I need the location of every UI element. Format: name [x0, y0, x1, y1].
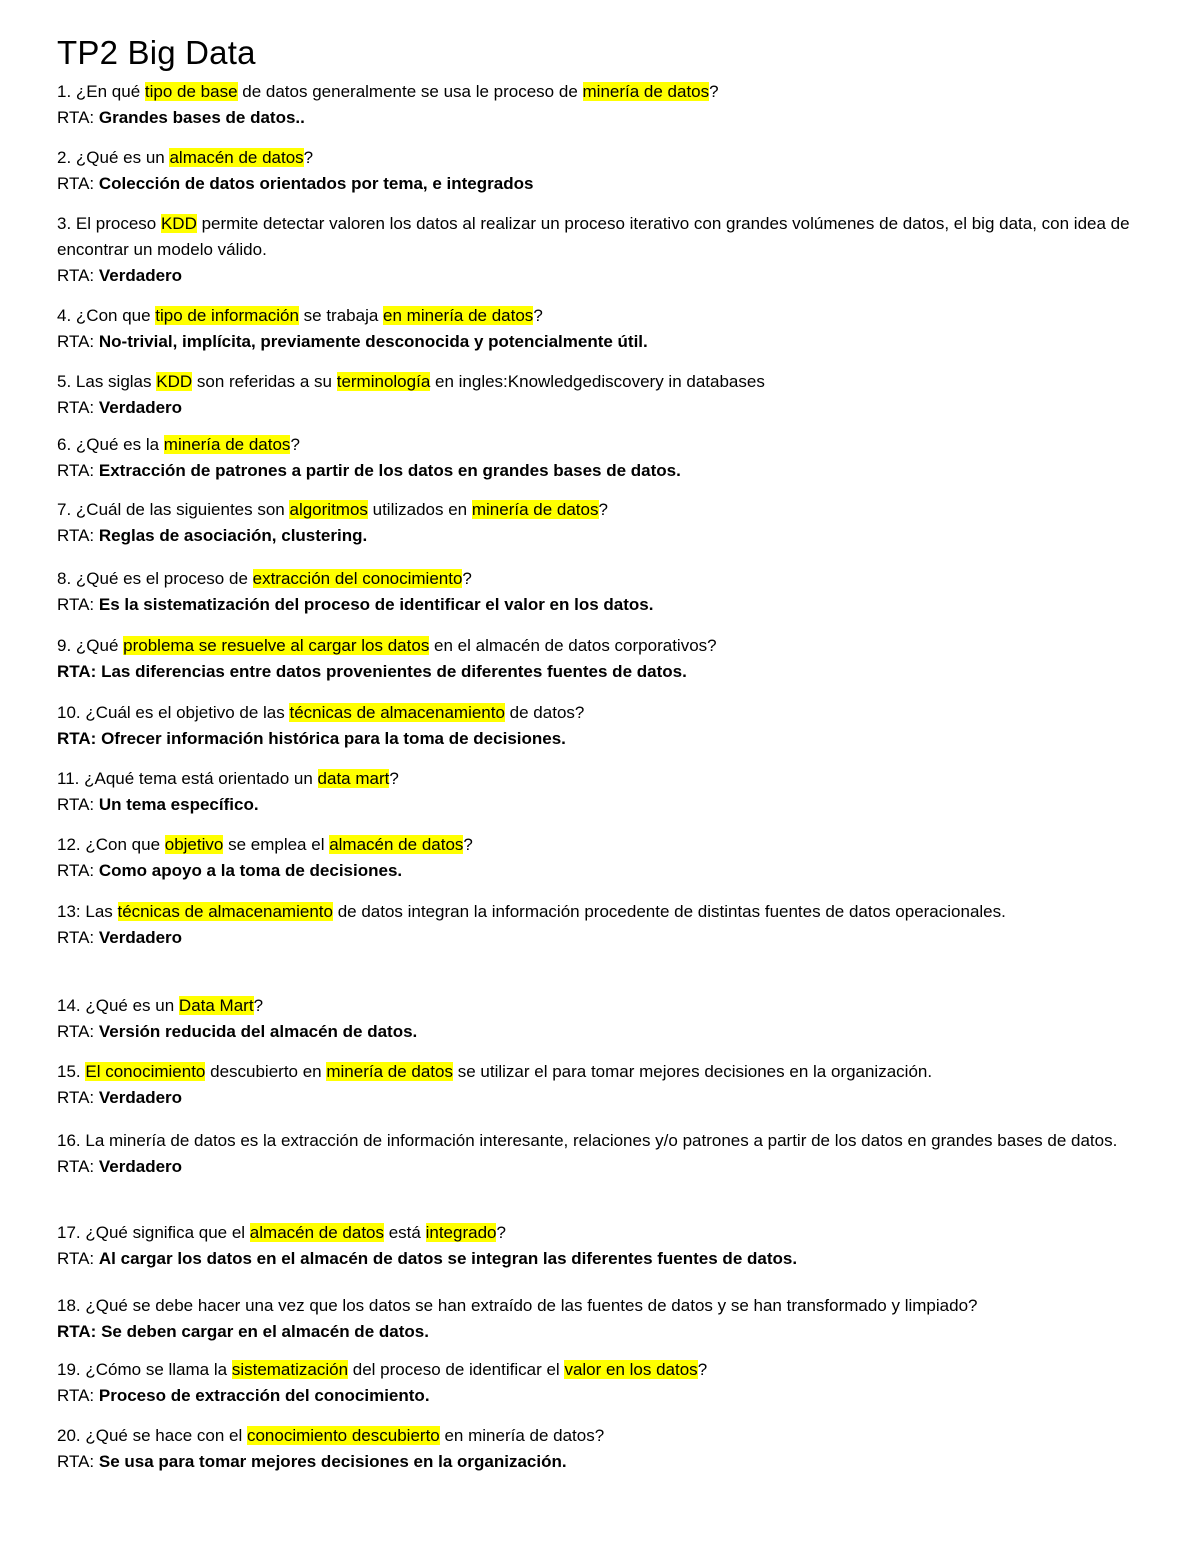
- question-number: 19.: [57, 1360, 81, 1379]
- question-text: ?: [253, 996, 264, 1015]
- question-number: 20.: [57, 1426, 81, 1445]
- page-title: TP2 Big Data: [57, 34, 256, 71]
- highlighted-term: tipo de información: [155, 306, 299, 325]
- answer-label: RTA:: [57, 174, 95, 193]
- answer-text: Extracción de patrones a partir de los datos en grandes bases de datos.: [98, 461, 681, 480]
- qa-item: [57, 369, 1147, 421]
- answer-label: RTA:: [57, 108, 95, 127]
- question-text: de datos integran la información procedente de distintas fuentes de datos operacionales.: [332, 902, 1006, 921]
- question-text: se trabaja: [298, 306, 384, 325]
- question-text: ¿Qué es un: [71, 148, 170, 167]
- answer-label: RTA:: [57, 861, 95, 880]
- answer-label: RTA:: [57, 526, 95, 545]
- answer-label: RTA:: [57, 729, 97, 748]
- highlighted-term: terminología: [336, 372, 431, 391]
- question-text: La minería de datos es la extracción de información interesante, relaciones y/o patrones a partir de los datos en grandes bases de datos.: [80, 1131, 1118, 1150]
- answer-text: Como apoyo a la toma de decisiones.: [98, 861, 403, 880]
- question-number: 1.: [57, 82, 72, 101]
- qa-item: [57, 211, 1147, 289]
- question-text: Las siglas: [71, 372, 157, 391]
- answer-text: Grandes bases de datos..: [98, 108, 305, 127]
- question: [57, 1293, 1147, 1319]
- answer-label: RTA:: [57, 266, 95, 285]
- qa-item: [57, 497, 1147, 549]
- question-number: 13:: [57, 902, 81, 921]
- highlighted-term: objetivo: [164, 835, 224, 854]
- highlighted-term: técnicas de almacenamiento: [289, 703, 505, 722]
- highlighted-term: integrado: [425, 1223, 497, 1242]
- question: [57, 1059, 1147, 1085]
- question: [57, 700, 1147, 726]
- answer-text: Versión reducida del almacén de datos.: [98, 1022, 418, 1041]
- question-text: en el almacén de datos corporativos?: [429, 636, 717, 655]
- qa-item: [57, 79, 1147, 131]
- answer-label: RTA:: [57, 1249, 95, 1268]
- question: [57, 432, 1147, 458]
- answer: [57, 329, 1147, 355]
- answer: [57, 659, 1147, 685]
- question-text: ¿Con que: [80, 835, 165, 854]
- answer-text: Un tema específico.: [98, 795, 259, 814]
- answer: [57, 792, 1147, 818]
- question-text: ¿Qué significa que el: [80, 1223, 250, 1242]
- qa-item: [57, 432, 1147, 484]
- answer: [57, 458, 1147, 484]
- qa-item: [57, 633, 1147, 685]
- answer: [57, 105, 1147, 131]
- highlighted-term: valor en los datos: [564, 1360, 698, 1379]
- question-text: Las: [80, 902, 118, 921]
- qa-item: [57, 1128, 1147, 1180]
- question-text: ?: [709, 82, 719, 101]
- question-text: ?: [462, 569, 472, 588]
- qa-item: [57, 1423, 1147, 1475]
- answer-label: RTA:: [57, 795, 95, 814]
- question-text: permite detectar valoren los datos al realizar un proceso iterativo con grandes volúmenes de datos, el big data, con idea de encontrar un modelo válido.: [57, 214, 1130, 259]
- question-text: ¿Qué es la: [71, 435, 164, 454]
- answer: [57, 171, 1147, 197]
- answer: [57, 1246, 1147, 1272]
- highlighted-term: almacén de datos: [169, 148, 304, 167]
- answer: [57, 1154, 1147, 1180]
- qa-item: [57, 1059, 1147, 1111]
- question: [57, 369, 1147, 395]
- qa-item: [57, 1220, 1147, 1272]
- answer-label: RTA:: [57, 398, 95, 417]
- question-number: 15.: [57, 1062, 81, 1081]
- question: [57, 1128, 1147, 1154]
- question-number: 6.: [57, 435, 72, 454]
- question: [57, 766, 1147, 792]
- qa-item: [57, 700, 1147, 752]
- question-number: 10.: [57, 703, 81, 722]
- answer: [57, 1019, 1147, 1045]
- question: [57, 303, 1147, 329]
- answer-label: RTA:: [57, 1022, 95, 1041]
- highlighted-term: minería de datos: [326, 1062, 453, 1081]
- answer-text: Verdadero: [98, 1088, 183, 1107]
- qa-item: [57, 566, 1147, 618]
- question-text: ¿Qué es un: [80, 996, 179, 1015]
- question-text: está: [384, 1223, 426, 1242]
- question-text: ?: [389, 769, 399, 788]
- question: [57, 497, 1147, 523]
- highlighted-term: conocimiento descubierto: [246, 1426, 440, 1445]
- answer-text: Se deben cargar en el almacén de datos.: [101, 1322, 429, 1341]
- answer: [57, 263, 1147, 289]
- question-number: 3.: [57, 214, 72, 233]
- answer: [57, 1085, 1147, 1111]
- answer-text: Verdadero: [98, 928, 183, 947]
- answer-text: Las diferencias entre datos provenientes de diferentes fuentes de datos.: [101, 662, 687, 681]
- answer: [57, 523, 1147, 549]
- question: [57, 832, 1147, 858]
- question: [57, 211, 1147, 263]
- question-number: 14.: [57, 996, 81, 1015]
- answer-label: RTA:: [57, 1386, 95, 1405]
- question-text: ¿Qué es el proceso de: [71, 569, 253, 588]
- highlighted-term: tipo de base: [144, 82, 238, 101]
- question-text: ¿Cuál es el objetivo de las: [80, 703, 290, 722]
- question-number: 11.: [57, 769, 80, 788]
- question-text: ¿Qué: [71, 636, 124, 655]
- highlighted-term: algoritmos: [289, 500, 368, 519]
- highlighted-term: minería de datos: [582, 82, 710, 101]
- question-text: ¿Cuál de las siguientes son: [71, 500, 290, 519]
- question-text: ¿Qué se hace con el: [80, 1426, 247, 1445]
- question-text: de datos generalmente se usa le proceso de: [237, 82, 583, 101]
- question-number: 5.: [57, 372, 72, 391]
- answer-text: Verdadero: [98, 266, 183, 285]
- question: [57, 79, 1147, 105]
- qa-item: [57, 766, 1147, 818]
- question: [57, 566, 1147, 592]
- question-text: ¿Qué se debe hacer una vez que los datos se han extraído de las fuentes de datos y se han transformado y limpiado?: [80, 1296, 978, 1315]
- answer-text: Ofrecer información histórica para la toma de decisiones.: [101, 729, 566, 748]
- question-number: 2.: [57, 148, 72, 167]
- question-text: en ingles:Knowledgediscovery in databases: [430, 372, 765, 391]
- highlighted-term: El conocimiento: [85, 1062, 206, 1081]
- highlighted-term: KDD: [156, 372, 193, 391]
- question-text: ¿Aqué tema está orientado un: [79, 769, 318, 788]
- answer-label: RTA:: [57, 332, 95, 351]
- answer-text: Es la sistematización del proceso de identificar el valor en los datos.: [98, 595, 654, 614]
- question: [57, 145, 1147, 171]
- qa-item: [57, 145, 1147, 197]
- answer: [57, 1319, 1147, 1345]
- answer: [57, 726, 1147, 752]
- answer: [57, 1383, 1147, 1409]
- question-text: ¿Con que: [71, 306, 156, 325]
- question-text: ¿Cómo se llama la: [80, 1360, 232, 1379]
- answer: [57, 592, 1147, 618]
- answer-text: Colección de datos orientados por tema, e integrados: [98, 174, 534, 193]
- question-text: ?: [463, 835, 473, 854]
- qa-item: [57, 1293, 1147, 1345]
- question-text: del proceso de identificar el: [348, 1360, 565, 1379]
- question-text: ?: [496, 1223, 506, 1242]
- question-text: de datos?: [504, 703, 585, 722]
- answer-text: Al cargar los datos en el almacén de datos se integran las diferentes fuentes de datos.: [98, 1249, 798, 1268]
- question-text: ?: [697, 1360, 708, 1379]
- highlighted-term: en minería de datos: [383, 306, 534, 325]
- question-text: se emplea el: [223, 835, 330, 854]
- question-text: ¿En qué: [71, 82, 145, 101]
- answer-text: Se usa para tomar mejores decisiones en la organización.: [98, 1452, 567, 1471]
- question: [57, 633, 1147, 659]
- answer-label: RTA:: [57, 461, 95, 480]
- question-text: en minería de datos?: [439, 1426, 605, 1445]
- question-number: 12.: [57, 835, 81, 854]
- question: [57, 1423, 1147, 1449]
- question-number: 9.: [57, 636, 72, 655]
- highlighted-term: Data Mart: [178, 996, 254, 1015]
- answer-text: No-trivial, implícita, previamente desconocida y potencialmente útil.: [98, 332, 648, 351]
- highlighted-term: data mart: [317, 769, 390, 788]
- highlighted-term: almacén de datos: [329, 835, 464, 854]
- answer-label: RTA:: [57, 928, 95, 947]
- highlighted-term: extracción del conocimiento: [252, 569, 463, 588]
- question-text: son referidas a su: [192, 372, 337, 391]
- question-number: 4.: [57, 306, 72, 325]
- qa-item: [57, 993, 1147, 1045]
- question: [57, 899, 1147, 925]
- question-number: 8.: [57, 569, 72, 588]
- question: [57, 993, 1147, 1019]
- answer: [57, 1449, 1147, 1475]
- answer-label: RTA:: [57, 1088, 95, 1107]
- answer: [57, 395, 1147, 421]
- highlighted-term: técnicas de almacenamiento: [117, 902, 333, 921]
- question-number: 17.: [57, 1223, 81, 1242]
- answer-label: RTA:: [57, 595, 95, 614]
- question-text: utilizados en: [367, 500, 472, 519]
- question-number: 18.: [57, 1296, 81, 1315]
- answer-label: RTA:: [57, 1452, 95, 1471]
- answer-label: RTA:: [57, 1322, 97, 1341]
- highlighted-term: minería de datos: [471, 500, 599, 519]
- answer-label: RTA:: [57, 662, 97, 681]
- answer-label: RTA:: [57, 1157, 95, 1176]
- answer: [57, 858, 1147, 884]
- question-text: descubierto en: [205, 1062, 327, 1081]
- highlighted-term: minería de datos: [163, 435, 291, 454]
- answer: [57, 925, 1147, 951]
- question-text: se utilizar el para tomar mejores decisiones en la organización.: [453, 1062, 933, 1081]
- qa-item: [57, 899, 1147, 951]
- question-number: 7.: [57, 500, 72, 519]
- highlighted-term: problema se resuelve al cargar los datos: [123, 636, 430, 655]
- question-text: El proceso: [71, 214, 161, 233]
- highlighted-term: sistematización: [231, 1360, 349, 1379]
- highlighted-term: almacén de datos: [249, 1223, 384, 1242]
- answer-text: Verdadero: [98, 1157, 183, 1176]
- question-number: 16.: [57, 1131, 81, 1150]
- answer-text: Proceso de extracción del conocimiento.: [98, 1386, 430, 1405]
- question-text: ?: [598, 500, 608, 519]
- answer-text: Reglas de asociación, clustering.: [98, 526, 368, 545]
- question-text: ?: [533, 306, 543, 325]
- question-text: ?: [303, 148, 314, 167]
- qa-item: [57, 832, 1147, 884]
- question: [57, 1357, 1147, 1383]
- qa-item: [57, 303, 1147, 355]
- highlighted-term: KDD: [160, 214, 197, 233]
- qa-item: [57, 1357, 1147, 1409]
- question: [57, 1220, 1147, 1246]
- question-text: ?: [290, 435, 300, 454]
- answer-text: Verdadero: [98, 398, 183, 417]
